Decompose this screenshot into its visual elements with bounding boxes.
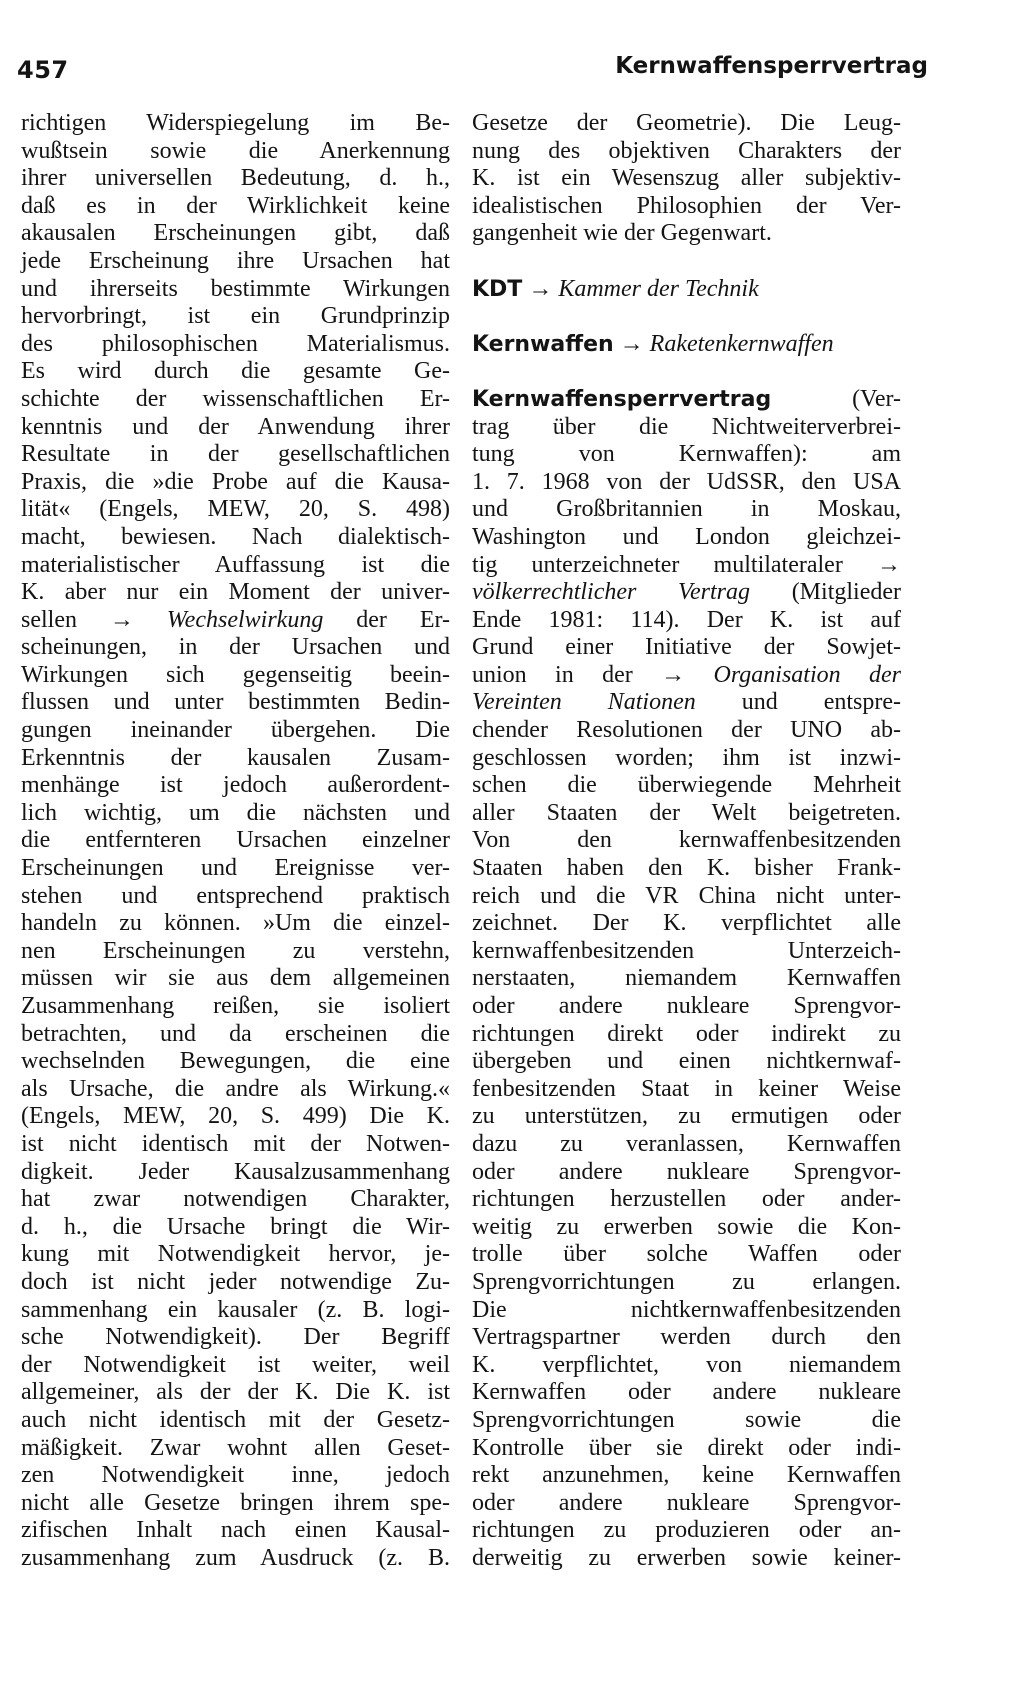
text-line: akausalen Erscheinungen gibt, daß bbox=[21, 220, 450, 247]
cross-reference-line bbox=[472, 689, 901, 717]
page-number: 457 bbox=[17, 56, 69, 84]
text-line: nerstaaten, niemandem Kernwaffen bbox=[472, 965, 901, 992]
text-line: trag über die Nichtweiterverbrei- bbox=[472, 413, 901, 440]
text-line: wechselnden Bewegungen, die eine bbox=[21, 1048, 450, 1075]
text-line: Ende 1981: 114). Der K. ist auf bbox=[472, 606, 901, 633]
text-line: Washington und London gleichzei- bbox=[472, 523, 901, 550]
text-line: digkeit. Jeder Kausalzusammenhang bbox=[21, 1158, 450, 1185]
text-line: materialistischer Auffassung ist die bbox=[21, 551, 450, 578]
text-line: oder andere nukleare Sprengvor- bbox=[472, 1158, 901, 1185]
text-fragment: (Ver- bbox=[852, 385, 901, 412]
text-line: müssen wir sie aus dem allgemeinen bbox=[21, 965, 450, 992]
cross-reference-link[interactable]: völkerrechtlicher Vertrag bbox=[472, 579, 751, 606]
text-line: daß es in der Wirklichkeit keine bbox=[21, 192, 450, 219]
text-line: nen Erscheinungen zu verstehn, bbox=[21, 937, 450, 964]
text-line: und ihrerseits bestimmte Wirkungen bbox=[21, 275, 450, 302]
text-line: oder andere nukleare Sprengvor- bbox=[472, 993, 901, 1019]
text-line: ist nicht identisch mit der Notwen- bbox=[21, 1130, 450, 1157]
text-line: Sprengvorrichtungen sowie die bbox=[472, 1406, 901, 1433]
text-line: K. aber nur ein Moment der univer- bbox=[21, 579, 450, 606]
text-line: übergeben und einen nichtkernwaf- bbox=[472, 1048, 901, 1075]
text-line: Die nichtkernwaffenbesitzenden bbox=[472, 1296, 901, 1323]
text-line: (Engels, MEW, 20, S. 499) Die K. bbox=[21, 1103, 450, 1130]
text-line: stehen und entsprechend praktisch bbox=[21, 882, 450, 909]
text-line: Sprengvorrichtungen zu erlangen. bbox=[472, 1268, 901, 1295]
text-line: richtungen direkt oder indirekt zu bbox=[472, 1020, 901, 1047]
text-line: gangenheit wie der Gegenwart. bbox=[472, 220, 772, 247]
text-line: lität« (Engels, MEW, 20, S. 498) bbox=[21, 496, 450, 523]
text-line: schichte der wissenschaftlichen Er- bbox=[21, 385, 450, 412]
text-line: auch nicht identisch mit der Gesetz- bbox=[21, 1406, 450, 1433]
text-line: Grund einer Initiative der Sowjet- bbox=[472, 634, 901, 661]
cross-reference-line bbox=[21, 607, 450, 635]
text-line: Erkenntnis der kausalen Zusam- bbox=[21, 744, 450, 771]
entry-kernwaffen bbox=[472, 331, 901, 359]
text-line: Vertragspartner werden durch den bbox=[472, 1324, 901, 1351]
text-line: und Großbritannien in Moskau, bbox=[472, 496, 901, 523]
text-line: des philosophischen Materialismus. bbox=[21, 330, 450, 357]
text-line: kernwaffenbesitzenden Unterzeich- bbox=[472, 937, 901, 964]
text-line: zifischen Inhalt nach einen Kausal- bbox=[21, 1517, 450, 1544]
right-column bbox=[472, 110, 901, 1572]
text-line: kenntnis und der Anwendung ihrer bbox=[21, 413, 450, 440]
text-line: wußtsein sowie die Anerkennung bbox=[21, 137, 450, 164]
text-fragment: union in der → bbox=[472, 661, 686, 688]
text-line: nicht alle Gesetze bringen ihrem spe- bbox=[21, 1489, 450, 1516]
text-line: fenbesitzenden Staat in keiner Weise bbox=[472, 1075, 901, 1102]
text-line: derweitig zu erwerben sowie keiner- bbox=[472, 1544, 901, 1571]
text-line: oder andere nukleare Sprengvor- bbox=[472, 1489, 901, 1516]
text-line: trolle über solche Waffen oder bbox=[472, 1241, 901, 1268]
text-line: Von den kernwaffenbesitzenden bbox=[472, 827, 901, 854]
entry-headword: KDT bbox=[472, 276, 523, 302]
entry-kernwaffensperrvertrag bbox=[472, 386, 901, 414]
text-line: richtigen Widerspiegelung im Be- bbox=[21, 110, 450, 136]
text-line: als Ursache, die andre als Wirkung.« bbox=[21, 1075, 450, 1102]
entry-spacer bbox=[472, 303, 901, 331]
text-line: geschlossen worden; ihm ist inzwi- bbox=[472, 744, 901, 771]
text-line: menhänge ist jedoch außerordent- bbox=[21, 772, 450, 799]
cross-reference-line bbox=[472, 662, 901, 690]
text-line: K. ist ein Wesenszug aller subjektiv- bbox=[472, 165, 901, 192]
arrow-icon: → bbox=[528, 275, 553, 302]
text-line: tig unterzeichneter multilateraler → bbox=[472, 551, 901, 578]
text-fragment: (Mitglieder bbox=[791, 579, 901, 606]
text-line: Gesetze der Geometrie). Die Leug- bbox=[472, 110, 901, 136]
text-line: schen die überwiegende Mehrheit bbox=[472, 772, 901, 799]
text-line: weitig zu erwerben sowie die Kon- bbox=[472, 1213, 901, 1240]
text-line: zu unterstützen, zu ermutigen oder bbox=[472, 1103, 901, 1130]
text-line: Es wird durch die gesamte Ge- bbox=[21, 358, 450, 385]
text-line: rekt anzunehmen, keine Kernwaffen bbox=[472, 1462, 901, 1489]
text-line: lich wichtig, um die nächsten und bbox=[21, 799, 450, 826]
text-line: d. h., die Ursache bringt die Wir- bbox=[21, 1213, 450, 1240]
entry-spacer bbox=[472, 248, 901, 276]
text-line: reich und die VR China nicht unter- bbox=[472, 882, 901, 909]
cross-reference-link[interactable]: Vereinten Nationen bbox=[472, 689, 696, 716]
text-line: jede Erscheinung ihre Ursachen hat bbox=[21, 247, 450, 274]
text-line: Zusammenhang reißen, sie isoliert bbox=[21, 993, 450, 1019]
text-fragment: der Er- bbox=[356, 606, 451, 633]
text-line: Wirkungen sich gegenseitig beein- bbox=[21, 661, 450, 688]
text-line: die entfernteren Ursachen einzelner bbox=[21, 827, 450, 854]
text-line: allgemeiner, als der der K. Die K. ist bbox=[21, 1379, 450, 1406]
cross-reference-link[interactable]: Wechselwirkung bbox=[166, 606, 324, 633]
cross-reference-link[interactable]: Kammer der Technik bbox=[558, 275, 759, 302]
text-line: zeichnet. Der K. verpflichtet alle bbox=[472, 910, 901, 937]
text-line: richtungen herzustellen oder ander- bbox=[472, 1186, 901, 1213]
text-line: dazu zu veranlassen, Kernwaffen bbox=[472, 1130, 901, 1157]
entry-headword: Kernwaffen bbox=[472, 331, 614, 357]
text-line: sammenhang ein kausaler (z. B. logi- bbox=[21, 1296, 450, 1323]
text-line: betrachten, und da erscheinen die bbox=[21, 1020, 450, 1047]
entry-spacer bbox=[472, 358, 901, 386]
text-line: tung von Kernwaffen): am bbox=[472, 441, 901, 468]
text-line: kung mit Notwendigkeit hervor, je- bbox=[21, 1241, 450, 1268]
left-column bbox=[21, 110, 450, 1572]
text-fragment: sellen → bbox=[21, 606, 134, 633]
text-line: hat zwar notwendigen Charakter, bbox=[21, 1186, 450, 1213]
text-line: idealistischen Philosophien der Ver- bbox=[472, 192, 901, 219]
entry-kdt bbox=[472, 276, 901, 304]
text-line: mäßigkeit. Zwar wohnt allen Geset- bbox=[21, 1434, 450, 1461]
text-line: scheinungen, in der Ursachen und bbox=[21, 634, 450, 661]
text-line: gungen ineinander übergehen. Die bbox=[21, 717, 450, 744]
text-line: sche Notwendigkeit). Der Begriff bbox=[21, 1324, 450, 1351]
text-line: Kontrolle über sie direkt oder indi- bbox=[472, 1434, 901, 1461]
text-line: zen Notwendigkeit inne, jedoch bbox=[21, 1462, 450, 1489]
text-line: doch ist nicht jeder notwendige Zu- bbox=[21, 1268, 450, 1295]
text-line: Praxis, die »die Probe auf die Kausa- bbox=[21, 468, 450, 495]
text-line: flussen und unter bestimmten Bedin- bbox=[21, 689, 450, 716]
text-line: Resultate in der gesellschaftlichen bbox=[21, 441, 450, 468]
arrow-icon: → bbox=[619, 330, 644, 357]
text-line: nung des objektiven Charakters der bbox=[472, 137, 901, 164]
cross-reference-line bbox=[472, 579, 901, 607]
text-line: Kernwaffen oder andere nukleare bbox=[472, 1379, 901, 1406]
text-line: Staaten haben den K. bisher Frank- bbox=[472, 855, 901, 882]
text-line: macht, bewiesen. Nach dialektisch- bbox=[21, 523, 450, 550]
text-line: handeln zu können. »Um die einzel- bbox=[21, 910, 450, 937]
text-line: K. verpflichtet, von niemandem bbox=[472, 1351, 901, 1378]
text-line: Erscheinungen und Ereignisse ver- bbox=[21, 855, 450, 882]
text-line: chender Resolutionen der UNO ab- bbox=[472, 717, 901, 744]
cross-reference-link[interactable]: Raketenkernwaffen bbox=[649, 330, 834, 357]
text-line: hervorbringt, ist ein Grundprinzip bbox=[21, 303, 450, 330]
running-head: Kernwaffensperrvertrag bbox=[615, 53, 928, 79]
text-line: ihrer universellen Bedeutung, d. h., bbox=[21, 165, 450, 192]
cross-reference-link[interactable]: Organisation der bbox=[713, 661, 902, 688]
text-line: aller Staaten der Welt beigetreten. bbox=[472, 799, 901, 826]
text-line: richtungen zu produzieren oder an- bbox=[472, 1517, 901, 1544]
text-line: der Notwendigkeit ist weiter, weil bbox=[21, 1351, 450, 1378]
text-line: zusammenhang zum Ausdruck (z. B. bbox=[21, 1544, 450, 1571]
text-line: 1. 7. 1968 von der UdSSR, den USA bbox=[472, 468, 901, 495]
text-fragment: und entspre- bbox=[741, 689, 901, 716]
entry-headword: Kernwaffensperrvertrag bbox=[472, 386, 772, 412]
